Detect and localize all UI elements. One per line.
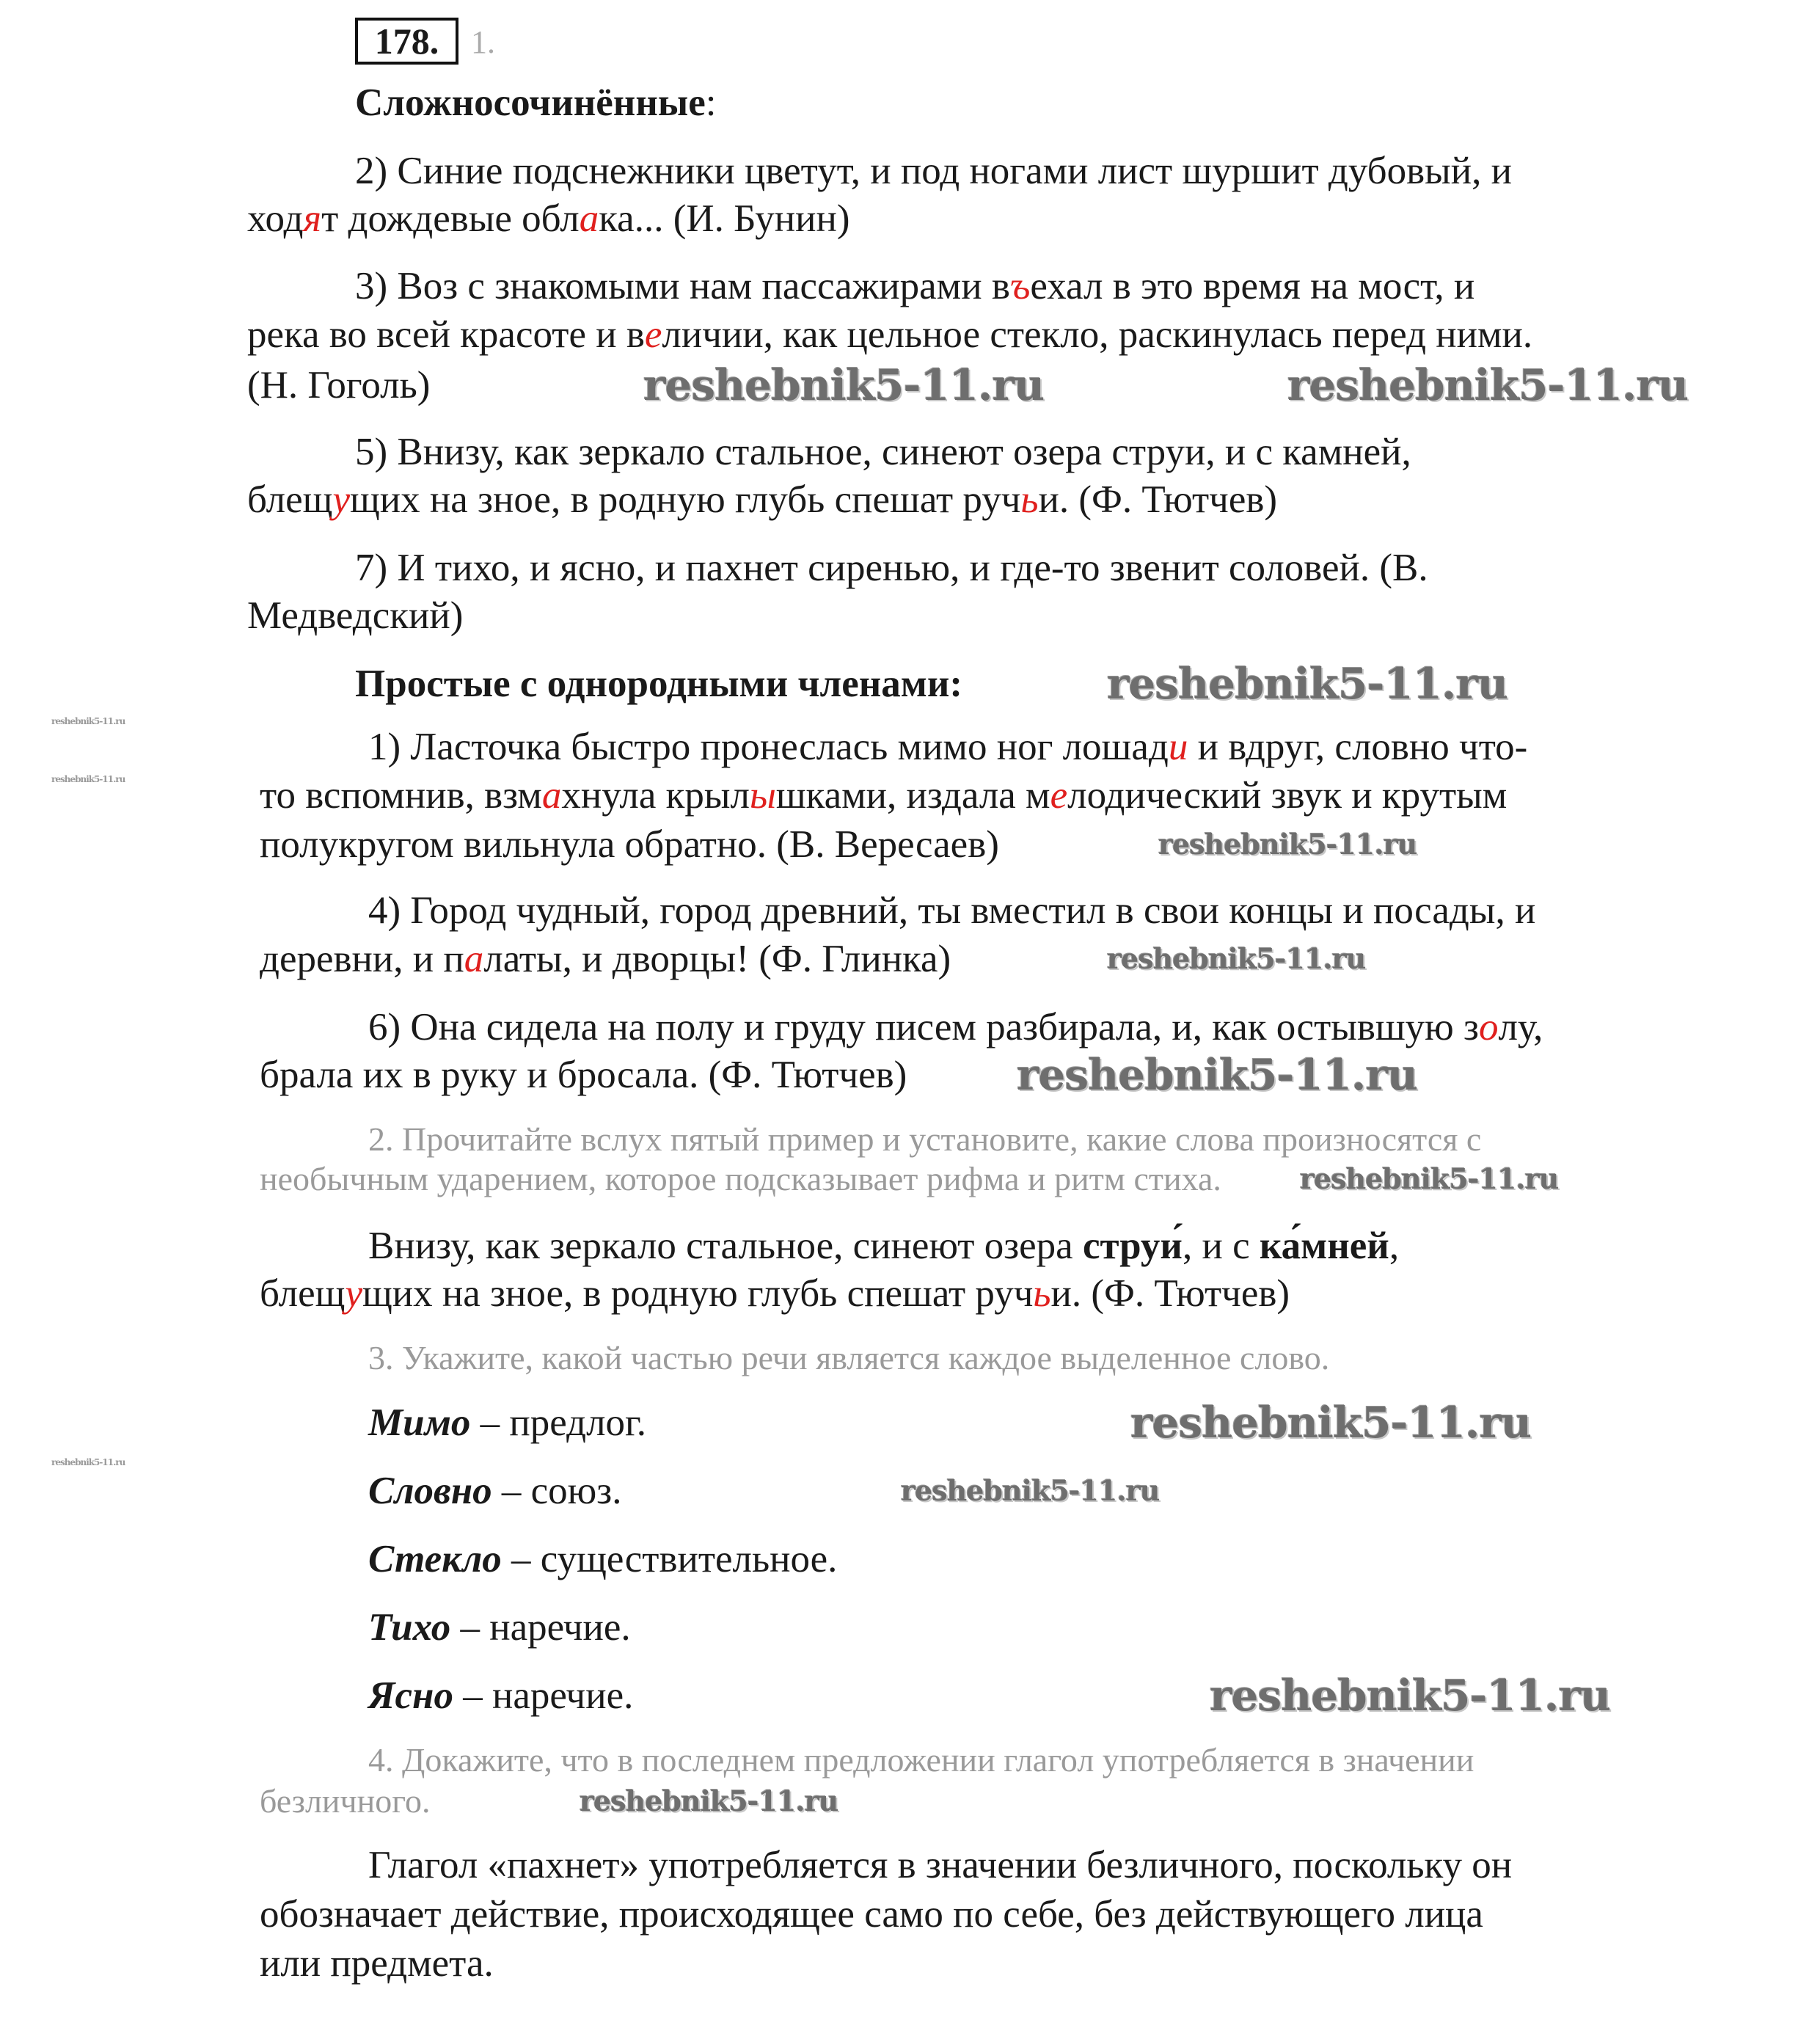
text-segment: деревни, и п: [260, 938, 464, 980]
text-segment: – существительное.: [501, 1538, 838, 1580]
answer-text-line: [260, 1941, 494, 1986]
answer-text-line: [247, 593, 463, 638]
text-segment: и вдруг, словно что-: [1188, 726, 1528, 768]
text-segment: обозначает действие, происходящее само по себе, без действующего лица: [260, 1893, 1483, 1936]
highlighted-letter: е: [1050, 774, 1068, 817]
watermark: reshebnik5-11.ru: [1210, 1671, 1611, 1721]
text-segment: 4. Докажите, что в последнем предложении глагол употребляется в значении: [368, 1741, 1474, 1779]
text-segment: безличного.: [260, 1782, 431, 1820]
text-segment: 2) Синие подснежники цветут, и под ногами лист шуршит дубовый, и: [355, 150, 1512, 192]
emphasized-text: Простые с однородными членами:: [355, 663, 963, 705]
sub-question-number: 1.: [471, 24, 495, 60]
text-segment: блещ: [247, 478, 333, 521]
text-segment: лодический звук и крутым: [1067, 774, 1507, 817]
text-segment: лу,: [1498, 1006, 1543, 1048]
text-segment: т дождевые обл: [321, 197, 580, 240]
text-segment: река во всей красоте и в: [247, 313, 645, 356]
text-segment: ка... (И. Бунин): [599, 197, 850, 240]
highlighted-letter: е: [644, 313, 662, 356]
text-segment: 2. Прочитайте вслух пятый пример и установите, какие слова произносятся с: [368, 1120, 1482, 1158]
text-segment: брала их в руку и бросала. (Ф. Тютчев): [260, 1054, 907, 1096]
watermark: reshebnik5-11.ru: [51, 1457, 125, 1467]
answer-text-line: [355, 80, 717, 125]
answer-text-line: [260, 1892, 1483, 1937]
watermark: reshebnik5-11.ru: [1287, 360, 1689, 410]
text-segment: 6) Она сидела на полу и груду писем разбирала, и, как остывшую з: [368, 1006, 1479, 1048]
highlighted-letter: о: [1478, 1006, 1499, 1048]
emphasized-text: Тихо: [368, 1606, 451, 1649]
question-text-line: [368, 1741, 1474, 1779]
question-text-line: [260, 1782, 431, 1820]
answer-text-line: [247, 312, 1532, 357]
emphasized-text: Стекло: [368, 1538, 502, 1580]
text-segment: 3) Воз с знакомыми нам пассажирами в: [355, 265, 1010, 307]
text-segment: ход: [247, 197, 304, 240]
text-segment: личии, как цельное стекло, раскинулась перед ними.: [662, 313, 1533, 356]
watermark: reshebnik5-11.ru: [643, 360, 1045, 410]
question-text-line: [368, 1120, 1481, 1159]
text-segment: полукругом вильнула обратно. (В. Вересаев): [260, 823, 999, 866]
text-segment: :: [705, 81, 717, 124]
text-segment: щих на зное, в родную глубь спешат руч: [349, 478, 1021, 521]
text-segment: необычным ударением, которое подсказывает рифма и ритм стиха.: [260, 1160, 1221, 1197]
highlighted-letter: а: [464, 938, 484, 980]
answer-text-line: [247, 196, 849, 241]
text-segment: (Н. Гоголь): [247, 364, 431, 406]
text-segment: блещ: [260, 1272, 346, 1315]
answer-text-line: [260, 1271, 1290, 1316]
text-segment: – наречие.: [450, 1606, 631, 1649]
text-segment: хнула крыл: [561, 774, 750, 817]
answer-text-line: [368, 1842, 1512, 1888]
text-segment: ,: [1389, 1225, 1400, 1267]
highlighted-letter: у: [332, 478, 350, 521]
watermark: reshebnik5-11.ru: [1300, 1162, 1559, 1195]
text-segment: щих на зное, в родную глубь спешат руч: [362, 1272, 1034, 1315]
watermark: reshebnik5-11.ru: [51, 774, 125, 784]
answer-text-line: [355, 545, 1428, 591]
watermark: reshebnik5-11.ru: [1158, 828, 1417, 861]
text-segment: ехал в это время на мост, и: [1030, 265, 1475, 307]
answer-text-line: [355, 148, 1512, 194]
text-segment: и. (Ф. Тютчев): [1050, 1272, 1290, 1315]
answer-text-line: [260, 773, 1507, 818]
answer-text-line: [355, 263, 1474, 309]
task-number-box: 178.: [355, 18, 458, 65]
answer-text-line: [247, 477, 1277, 522]
emphasized-text: ка́мней: [1259, 1225, 1389, 1267]
answer-text-line: [368, 1673, 633, 1718]
highlighted-letter: ь: [1020, 478, 1039, 521]
text-segment: , и с: [1182, 1225, 1260, 1267]
text-segment: 3. Укажите, какой частью речи является каждое выделенное слово.: [368, 1339, 1330, 1376]
watermark: reshebnik5-11.ru: [1107, 942, 1366, 975]
text-segment: 5) Внизу, как зеркало стальное, синеют озера струи, и с камней,: [355, 431, 1411, 473]
text-segment: и. (Ф. Тютчев): [1038, 478, 1278, 521]
answer-text-line: [368, 1400, 646, 1445]
answer-text-line: [368, 724, 1527, 770]
answer-text-line: [368, 1536, 837, 1582]
answer-text-line: [355, 661, 962, 707]
text-segment: или предмета.: [260, 1942, 494, 1985]
answer-text-line: [355, 429, 1411, 475]
highlighted-letter: ь: [1033, 1272, 1051, 1315]
emphasized-text: Мимо: [368, 1401, 471, 1444]
watermark: reshebnik5-11.ru: [580, 1784, 838, 1817]
highlighted-letter: а: [541, 774, 562, 817]
watermark: reshebnik5-11.ru: [1017, 1050, 1418, 1100]
answer-text-line: [368, 1223, 1399, 1269]
text-segment: – союз.: [491, 1470, 622, 1512]
text-segment: латы, и дворцы! (Ф. Глинка): [483, 938, 951, 980]
highlighted-letter: я: [303, 197, 322, 240]
text-segment: 1) Ласточка быстро пронеслась мимо ног лошад: [368, 726, 1169, 768]
answer-text-line: [260, 1052, 907, 1098]
question-text-line: [368, 1339, 1329, 1377]
text-segment: – наречие.: [453, 1674, 634, 1717]
watermark: reshebnik5-11.ru: [901, 1474, 1160, 1507]
highlighted-letter: а: [579, 197, 599, 240]
text-segment: – предлог.: [470, 1401, 647, 1444]
answer-text-line: [368, 1468, 621, 1514]
emphasized-text: Ясно: [368, 1674, 453, 1717]
answer-text-line: [260, 822, 999, 867]
answer-text-line: [368, 1605, 631, 1650]
watermark: reshebnik5-11.ru: [1130, 1398, 1532, 1448]
text-segment: 7) И тихо, и ясно, и пахнет сиренью, и где-то звенит соловей. (В.: [355, 547, 1428, 589]
text-segment: 4) Город чудный, город древний, ты вместил в свои концы и посады, и: [368, 889, 1536, 932]
answer-text-line: [260, 936, 951, 982]
answer-text-line: [368, 1004, 1543, 1050]
text-segment: то вспомнив, взм: [260, 774, 542, 817]
text-segment: Внизу, как зеркало стальное, синеют озера: [368, 1225, 1083, 1267]
highlighted-letter: у: [345, 1272, 362, 1315]
highlighted-letter: и: [1168, 726, 1188, 768]
answer-text-line: [247, 362, 430, 408]
watermark: reshebnik5-11.ru: [51, 716, 125, 726]
emphasized-text: Сложносочинённые: [355, 81, 706, 124]
watermark: reshebnik5-11.ru: [1107, 659, 1508, 709]
emphasized-text: струи́: [1082, 1225, 1183, 1267]
text-segment: Медведский): [247, 594, 464, 637]
highlighted-letter: ы: [749, 774, 776, 817]
highlighted-letter: ъ: [1009, 265, 1031, 307]
text-segment: Глагол «пахнет» употребляется в значении безличного, поскольку он: [368, 1844, 1513, 1886]
text-segment: шками, издала м: [775, 774, 1050, 817]
answer-text-line: [368, 888, 1535, 933]
question-text-line: [260, 1160, 1221, 1198]
emphasized-text: Словно: [368, 1470, 492, 1512]
